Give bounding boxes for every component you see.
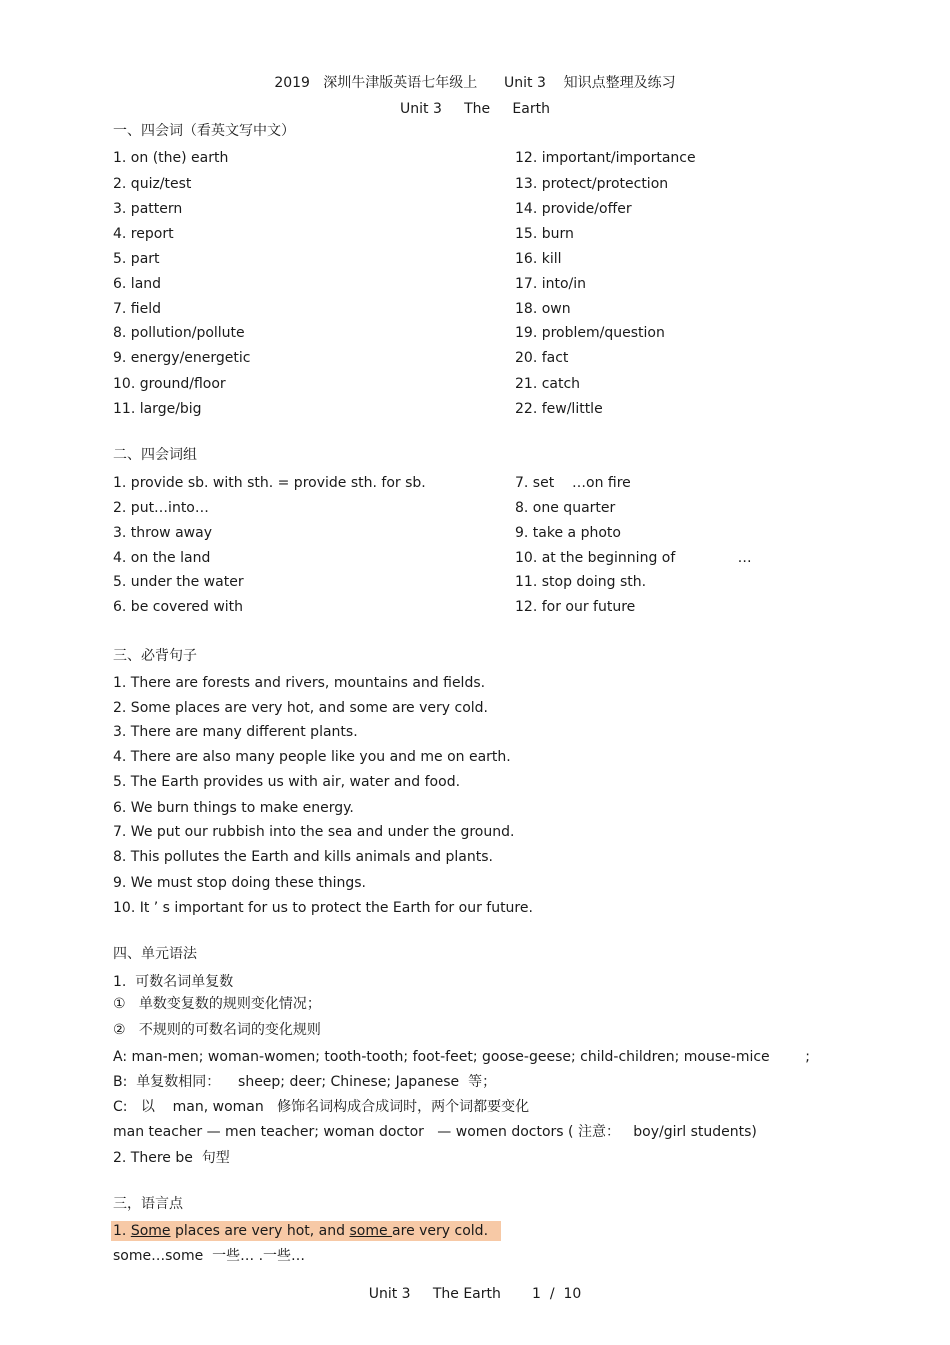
list-item: 5. part [113, 251, 160, 267]
list-item: 8. one quarter [515, 500, 616, 516]
list-item: 6. land [113, 276, 162, 292]
grammar-line: A: man-men; woman-women; tooth-tooth; foot-feet; goose-geese; child-children; mouse-mice ; [113, 1049, 810, 1065]
highlight-text: are very cold. [392, 1223, 489, 1239]
grammar-line: 2. There be 句型 [113, 1150, 230, 1166]
note-line: some…some 一些… .一些… [113, 1248, 306, 1264]
list-item: 21. catch [515, 376, 581, 392]
list-item: 17. into/in [515, 276, 587, 292]
grammar-line: C: 以 man, woman 修饰名词构成合成词时，两个词都要变化 [113, 1099, 530, 1115]
section-heading: 三、必背句子 [113, 648, 197, 664]
list-item: 13. protect/protection [515, 176, 669, 192]
section-heading: 三，语言点 [113, 1196, 183, 1212]
sentence-item: 5. The Earth provides us with air, water and food. [113, 774, 461, 790]
page-subtitle: Unit 3 The Earth [400, 101, 550, 117]
sentence-item: 7. We put our rubbish into the sea and under the ground. [113, 824, 515, 840]
list-item: 1. on (the) earth [113, 150, 229, 166]
sentence-item: 10. It ’ s important for us to protect the Earth for our future. [113, 900, 533, 916]
underlined-word: Some [130, 1223, 171, 1239]
list-item: 9. take a photo [515, 525, 621, 541]
section-heading: 四、单元语法 [113, 946, 197, 962]
page-footer: Unit 3 The Earth 1 / 10 [368, 1286, 582, 1302]
list-item: 16. kill [515, 251, 562, 267]
list-item: 4. on the land [113, 550, 211, 566]
sentence-item: 9. We must stop doing these things. [113, 875, 366, 891]
list-item: 3. throw away [113, 525, 212, 541]
sentence-item: 1. There are forests and rivers, mountains and fields. [113, 675, 486, 691]
highlight-text: places are very hot, and [170, 1223, 350, 1239]
list-item: 15. burn [515, 226, 574, 242]
list-item: 18. own [515, 301, 571, 317]
list-item: 1. provide sb. with sth. = provide sth. for sb. [113, 475, 426, 491]
grammar-line: ① 单数变复数的规则变化情况； [113, 996, 321, 1012]
sentence-item: 8. This pollutes the Earth and kills animals and plants. [113, 849, 493, 865]
highlighted-sentence [111, 1221, 501, 1241]
list-item: 2. put…into… [113, 500, 209, 516]
list-item: 19. problem/question [515, 325, 665, 341]
underlined-word: some [349, 1223, 393, 1239]
list-item: 4. report [113, 226, 174, 242]
list-item: 12. important/importance [515, 150, 696, 166]
grammar-line: ② 不规则的可数名词的变化规则 [113, 1022, 321, 1038]
section-heading: 二、四会词组 [113, 447, 197, 463]
sentence-item: 3. There are many different plants. [113, 724, 358, 740]
list-item: 7. set …on fire [515, 475, 631, 491]
list-item: 8. pollution/pollute [113, 325, 245, 341]
grammar-line: 1. 可数名词单复数 [113, 974, 234, 990]
highlight-text: 1. [113, 1223, 131, 1239]
list-item: 6. be covered with [113, 599, 244, 615]
sentence-item: 4. There are also many people like you and me on earth. [113, 749, 511, 765]
sentence-item: 2. Some places are very hot, and some are very cold. [113, 700, 488, 716]
list-item: 11. stop doing sth. [515, 574, 647, 590]
grammar-line: man teacher — men teacher; woman doctor — women doctors ( 注意： boy/girl students) [113, 1124, 757, 1140]
list-item: 22. few/little [515, 401, 603, 417]
list-item: 5. under the water [113, 574, 244, 590]
list-item: 10. at the beginning of … [515, 550, 752, 566]
list-item: 14. provide/offer [515, 201, 632, 217]
list-item: 3. pattern [113, 201, 183, 217]
list-item: 10. ground/floor [113, 376, 226, 392]
list-item: 9. energy/energetic [113, 350, 251, 366]
list-item: 2. quiz/test [113, 176, 192, 192]
list-item: 7. field [113, 301, 162, 317]
page-title: 2019 深圳牛津版英语七年级上 Unit 3 知识点整理及练习 [274, 75, 676, 91]
sentence-item: 6. We burn things to make energy. [113, 800, 354, 816]
list-item: 11. large/big [113, 401, 202, 417]
grammar-line: B: 单复数相同： sheep; deer; Chinese; Japanese 等； [113, 1074, 497, 1090]
list-item: 20. fact [515, 350, 569, 366]
section-heading: 一、四会词（看英文写中文） [113, 123, 295, 139]
list-item: 12. for our future [515, 599, 636, 615]
